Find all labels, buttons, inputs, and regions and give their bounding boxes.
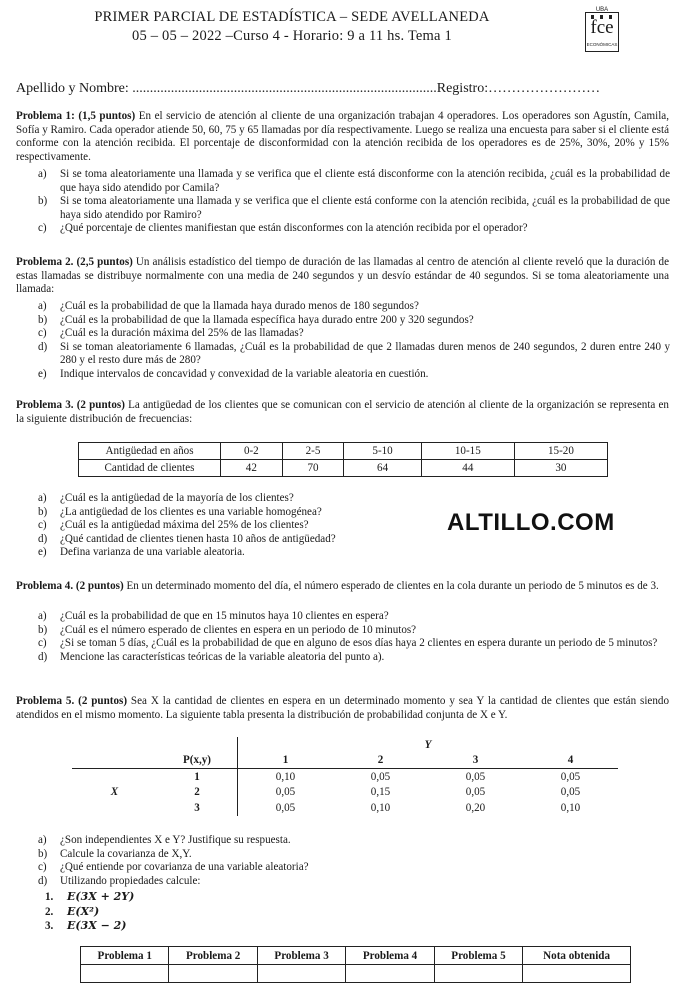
problem-1-items bbox=[38, 168, 670, 236]
item-letter: a) bbox=[38, 300, 47, 312]
item-text: Mencione las características teóricas de la variable aleatoria del punto a). bbox=[60, 650, 385, 663]
table-cell: 0,05 bbox=[275, 801, 296, 814]
grade-cell[interactable] bbox=[81, 965, 169, 983]
item-letter: b) bbox=[38, 623, 48, 636]
table-cell: 15-20 bbox=[514, 443, 607, 460]
item-letter: c) bbox=[38, 861, 47, 874]
problem-5-statement bbox=[16, 695, 669, 722]
logo-bottom: ECONÓMICAS bbox=[586, 42, 618, 47]
table-row bbox=[72, 737, 618, 753]
list-item bbox=[38, 195, 670, 222]
table-row bbox=[72, 800, 618, 816]
item-letter: d) bbox=[38, 650, 48, 663]
name-field[interactable]: Apellido y Nombre: .......................................................................................Registro:…………………… bbox=[16, 81, 601, 96]
frequency-table bbox=[78, 442, 608, 477]
problem-5-subitems bbox=[45, 890, 134, 934]
problem-1-title: Problema 1 bbox=[16, 110, 72, 122]
grade-cell[interactable] bbox=[346, 965, 434, 983]
sub-item: 2. E(X²) bbox=[45, 904, 100, 918]
item-letter: a) bbox=[38, 834, 47, 846]
item-letter: b) bbox=[38, 195, 48, 208]
list-item bbox=[38, 651, 670, 665]
problem-2-items bbox=[38, 300, 670, 382]
item-letter: d) bbox=[38, 532, 48, 545]
problem-1-statement bbox=[16, 110, 669, 164]
table-cell: 0,05 bbox=[560, 786, 581, 799]
table-cell: 0,10 bbox=[275, 770, 296, 783]
item-text: ¿Cuál es la probabilidad de que la llamada haya durado menos de 180 segundos? bbox=[60, 300, 419, 312]
y-value: 2 bbox=[377, 754, 384, 767]
grade-cell[interactable] bbox=[257, 965, 345, 983]
table-cell: 0,05 bbox=[560, 770, 581, 783]
x-value: 2 bbox=[194, 786, 200, 799]
item-text: ¿Si se toman 5 días, ¿Cuál es la probabilidad de que en alguno de esos días haya 2 clientes en espera durante un periodo de 5 minutos? bbox=[60, 637, 658, 650]
table-cell: 0,15 bbox=[370, 786, 391, 799]
list-item bbox=[38, 533, 418, 547]
item-text: Si se toma aleatoriamente una llamada y se verifica que el cliente está conforme con la atención recibida, ¿cuál es la probabilidad de que haya sido atendido por Ramiro? bbox=[60, 195, 670, 221]
table-cell: 10-15 bbox=[421, 443, 514, 460]
problem-1-text: En el servicio de atención al cliente de una organización trabajan 4 operadores. Los operadores son Agustín, Camila, Sofía y Ramiro. Cada operador atiende 50, 60, 75 y 65 llamadas por día respectivamente. Luego se realiza una encuesta para saber si el cliente está conforme con la atención recibida. El porcentaje de disconformidad con la atención recibida de los operadores es de 25%, 30%, 20% y 15% respectivamente. bbox=[16, 110, 669, 163]
problem-3-points: (2 puntos) bbox=[73, 399, 125, 411]
table-cell: 0,10 bbox=[560, 801, 581, 814]
sub-item: 3. E(3X − 2) bbox=[45, 919, 127, 932]
item-text: ¿La antigüedad de los clientes es una variable homogénea? bbox=[60, 505, 322, 518]
table-cell: 30 bbox=[514, 460, 607, 477]
table-row bbox=[72, 753, 618, 769]
item-letter: a) bbox=[38, 168, 47, 180]
item-text: Indique intervalos de concavidad y convexidad de la variable aleatoria en cuestión. bbox=[60, 367, 429, 380]
table-row bbox=[79, 443, 608, 460]
exam-title: PRIMER PARCIAL DE ESTADÍSTICA – SEDE AVELLANEDA bbox=[94, 9, 490, 25]
problem-3-items bbox=[38, 492, 418, 560]
table-cell: 44 bbox=[421, 460, 514, 477]
list-item bbox=[38, 848, 670, 862]
item-letter: c) bbox=[38, 637, 47, 650]
y-label: Y bbox=[424, 738, 432, 751]
problem-1-points: : (1,5 puntos) bbox=[71, 110, 136, 122]
item-text: ¿Cuál es la antigüedad máxima del 25% de los clientes? bbox=[60, 519, 309, 532]
table-cell: 0,20 bbox=[465, 801, 486, 814]
table-cell: 2-5 bbox=[282, 443, 344, 460]
table-row bbox=[81, 947, 631, 965]
y-value: 3 bbox=[472, 754, 479, 767]
item-text: ¿Cuál es la probabilidad de que en 15 minutos haya 10 clientes en espera? bbox=[60, 610, 389, 622]
logo-sub: UBA bbox=[595, 7, 609, 13]
grade-header: Problema 3 bbox=[257, 947, 345, 965]
list-item bbox=[38, 222, 670, 236]
table-cell: 0,05 bbox=[370, 770, 391, 783]
x-label: X bbox=[110, 786, 119, 799]
y-value: 4 bbox=[567, 754, 574, 767]
list-item bbox=[38, 300, 670, 314]
list-item bbox=[38, 624, 670, 638]
item-letter: d) bbox=[38, 874, 48, 887]
problem-5-points: (2 puntos) bbox=[74, 695, 128, 707]
item-text: ¿Son independientes X e Y? Justifique su respuesta. bbox=[60, 834, 291, 846]
y-value: 1 bbox=[282, 754, 289, 767]
table-cell: 70 bbox=[282, 460, 344, 477]
table-cell: 5-10 bbox=[344, 443, 421, 460]
table-cell: 0,05 bbox=[465, 786, 486, 799]
problem-2-statement bbox=[16, 256, 669, 297]
row-label: Antigüedad en años bbox=[79, 443, 221, 460]
problem-4-text: En un determinado momento del día, el número esperado de clientes en la cola durante un periodo de 5 minutos es de 3. bbox=[123, 580, 659, 592]
list-item bbox=[38, 546, 418, 560]
item-letter: d) bbox=[38, 340, 48, 353]
table-cell: 0,10 bbox=[370, 801, 391, 814]
list-item bbox=[38, 341, 670, 368]
grade-header: Problema 2 bbox=[169, 947, 257, 965]
item-letter: e) bbox=[38, 367, 47, 380]
list-item bbox=[38, 314, 670, 328]
grade-header: Problema 1 bbox=[81, 947, 169, 965]
list-item bbox=[38, 637, 670, 651]
item-letter: b) bbox=[38, 847, 48, 860]
table-cell: 64 bbox=[344, 460, 421, 477]
list-item bbox=[38, 861, 670, 875]
item-text: Si se toma aleatoriamente una llamada y se verifica que el cliente está disconforme con la atención recibida, ¿cuál es la probabilidad de que haya sido atendido por Camila? bbox=[60, 168, 670, 194]
problem-4-statement bbox=[16, 580, 669, 594]
item-text: ¿Qué porcentaje de clientes manifiestan que están disconformes con la atención recibida por el operador? bbox=[60, 222, 528, 235]
problem-4-items bbox=[38, 610, 670, 664]
grade-cell[interactable] bbox=[169, 965, 257, 983]
list-item bbox=[38, 492, 418, 506]
item-text: ¿Qué entiende por covarianza de una variable aleatoria? bbox=[60, 861, 309, 874]
item-text: Defina varianza de una variable aleatoria. bbox=[60, 546, 245, 559]
x-value: 1 bbox=[194, 770, 200, 783]
problem-5-text: Sea X la cantidad de clientes en espera en un determinado momento y sea Y la cantidad de clientes que están siendo atendidos en el mismo momento. La siguiente tabla presenta la distribución de probabilidad conjunta de X e Y. bbox=[16, 695, 669, 721]
item-text: ¿Qué cantidad de clientes tienen hasta 10 años de antigüedad? bbox=[60, 532, 336, 545]
x-value: 3 bbox=[194, 801, 200, 814]
item-letter: c) bbox=[38, 327, 47, 340]
table-row bbox=[72, 785, 618, 801]
problem-5-title: Problema 5. bbox=[16, 695, 75, 707]
table-cell: 0-2 bbox=[221, 443, 283, 460]
item-letter: c) bbox=[38, 519, 47, 532]
row-label: Cantidad de clientes bbox=[79, 460, 221, 477]
list-item bbox=[38, 875, 670, 889]
grade-header: Problema 5 bbox=[434, 947, 522, 965]
grade-cell[interactable] bbox=[434, 965, 522, 983]
problem-3-title: Problema 3. bbox=[16, 399, 74, 411]
item-letter: b) bbox=[38, 313, 48, 326]
watermark: ALTILLO.COM bbox=[447, 509, 615, 536]
item-letter: e) bbox=[38, 546, 47, 559]
list-item bbox=[38, 368, 670, 382]
item-text: ¿Cuál es la duración máxima del 25% de las llamadas? bbox=[60, 327, 304, 340]
grade-header: Nota obtenida bbox=[523, 947, 631, 965]
item-text: Si se toman aleatoriamente 6 llamadas, ¿Cuál es la probabilidad de que 2 llamadas duren menos de 240 segundos, 2 duren entre 240 y 280 y el resto dure más de 280? bbox=[60, 340, 670, 367]
grade-cell[interactable] bbox=[523, 965, 631, 983]
list-item bbox=[38, 519, 418, 533]
table-cell: 42 bbox=[221, 460, 283, 477]
list-item bbox=[38, 834, 670, 848]
item-letter: b) bbox=[38, 505, 48, 518]
sub-item: 1. E(3X + 2Y) bbox=[45, 890, 135, 903]
table-row bbox=[81, 965, 631, 983]
problem-5-items bbox=[38, 834, 670, 888]
problem-2-points: (2,5 puntos) bbox=[73, 256, 133, 268]
exam-subtitle: 05 – 05 – 2022 –Curso 4 - Horario: 9 a 11 hs. Tema 1 bbox=[132, 28, 452, 44]
table-cell: 0,05 bbox=[465, 770, 486, 783]
item-letter: a) bbox=[38, 492, 47, 504]
item-letter: c) bbox=[38, 222, 47, 235]
problem-4-title: Problema 4. bbox=[16, 580, 74, 592]
problem-2-title: Problema 2. bbox=[16, 256, 74, 268]
problem-4-points: (2 puntos) bbox=[73, 580, 124, 592]
item-text: Calcule la covarianza de X,Y. bbox=[60, 847, 192, 860]
list-item bbox=[38, 168, 670, 195]
item-text: ¿Cuál es la probabilidad de que la llamada específica haya durado entre 200 y 320 segundos? bbox=[60, 313, 474, 326]
problem-3-statement bbox=[16, 399, 669, 426]
grade-header: Problema 4 bbox=[346, 947, 434, 965]
table-row bbox=[79, 460, 608, 477]
grade-table bbox=[80, 946, 631, 983]
logo-text: fce bbox=[590, 17, 614, 38]
list-item bbox=[38, 610, 670, 624]
problem-3-text: La antigüedad de los clientes que se comunican con el servicio de atención al cliente de la organización se representa en la siguiente distribución de frecuencias: bbox=[16, 399, 669, 425]
joint-probability-table bbox=[72, 737, 618, 816]
item-text: ¿Cuál es la antigüedad de la mayoría de los clientes? bbox=[60, 492, 294, 504]
item-letter: a) bbox=[38, 610, 47, 622]
problem-2-text: Un análisis estadístico del tiempo de duración de las llamadas al centro de atención al cliente reveló que la duración de estas llamadas se distribuye normalmente con una media de 240 segundos y un desvío estándar de 40 segundos. Si se toma aleatoriamente una llamada: bbox=[16, 256, 669, 296]
table-row bbox=[72, 769, 618, 785]
item-text: ¿Cuál es el número esperado de clientes en espera en un periodo de 10 minutos? bbox=[60, 623, 417, 636]
list-item bbox=[38, 506, 418, 520]
corner-label: P(x,y) bbox=[182, 754, 212, 767]
table-cell: 0,05 bbox=[275, 786, 296, 799]
list-item bbox=[38, 327, 670, 341]
item-text: Utilizando propiedades calcule: bbox=[60, 874, 201, 887]
